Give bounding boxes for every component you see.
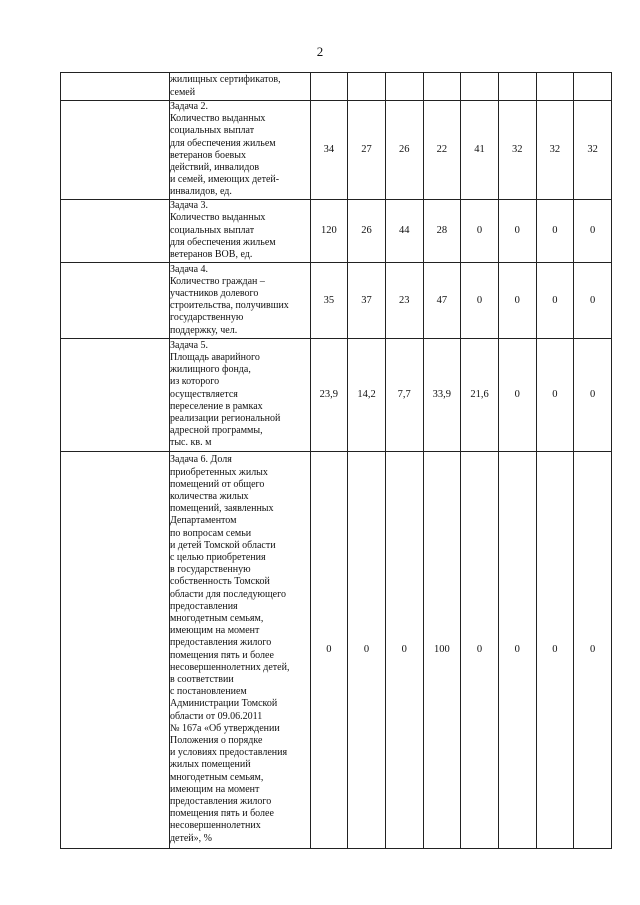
value-cell: 14,2: [348, 338, 386, 451]
description-line: и детей Томской области: [169, 539, 276, 551]
empty-cell: [61, 262, 170, 338]
value-cell: 23: [385, 262, 423, 338]
description-line: помещения пять и более: [169, 808, 274, 820]
indicators-table: [60, 72, 612, 849]
task-description: [169, 199, 310, 262]
description-line: семей: [169, 86, 196, 98]
value-cell: 21,6: [461, 338, 499, 451]
value-cell: 26: [348, 199, 386, 262]
description-line: несовершеннолетних детей,: [169, 661, 290, 673]
value-cell: 0: [498, 338, 536, 451]
empty-cell: [61, 73, 170, 101]
value-cell: 0: [574, 338, 612, 451]
description-line: инвалидов, ед.: [169, 186, 232, 198]
description-line: осуществляется: [169, 388, 238, 400]
description-line: предоставления жилого: [169, 796, 272, 808]
description-line: Задача 6. Доля: [169, 454, 232, 466]
value-cell: 0: [536, 199, 574, 262]
description-line: предоставления: [169, 600, 238, 612]
value-cell: 22: [423, 101, 461, 200]
value-cell: 0: [536, 451, 574, 848]
value-cell: [310, 73, 348, 101]
description-line: социальных выплат: [169, 224, 255, 236]
value-cell: [385, 73, 423, 101]
value-cell: 0: [461, 199, 499, 262]
task-description: [169, 101, 310, 200]
value-cell: 0: [461, 451, 499, 848]
description-line: переселение в рамках: [169, 400, 263, 412]
value-cell: 0: [574, 262, 612, 338]
page-number: 2: [316, 44, 324, 59]
task-description: [169, 73, 310, 101]
value-cell: 0: [461, 262, 499, 338]
table-row: [61, 451, 612, 848]
description-line: имеющим на момент: [169, 783, 260, 795]
description-line: тыс. кв. м: [169, 437, 212, 449]
description-line: Площадь аварийного: [169, 351, 260, 363]
table-row: [61, 338, 612, 451]
description-line: в соответствии: [169, 674, 234, 686]
description-line: в государственную: [169, 564, 251, 576]
value-cell: 120: [310, 199, 348, 262]
value-cell: 0: [574, 451, 612, 848]
description-line: несовершеннолетних: [169, 820, 261, 832]
description-line: количества жилых: [169, 490, 249, 502]
description-line: и условиях предоставления: [169, 747, 288, 759]
value-cell: 47: [423, 262, 461, 338]
description-line: Количество выданных: [169, 113, 266, 125]
description-line: строительства, получивших: [169, 300, 289, 312]
description-line: многодетным семьям,: [169, 771, 264, 783]
description-line: многодетным семьям,: [169, 613, 264, 625]
table-row: [61, 199, 612, 262]
description-line: из которого: [169, 376, 220, 388]
description-line: действий, инвалидов: [169, 162, 260, 174]
description-line: ветеранов ВОВ, ед.: [169, 248, 253, 260]
description-line: жилищного фонда,: [169, 364, 251, 376]
value-cell: 0: [310, 451, 348, 848]
description-line: поддержку, чел.: [169, 324, 238, 336]
value-cell: 28: [423, 199, 461, 262]
task-description: [169, 338, 310, 451]
value-cell: [536, 73, 574, 101]
description-line: жилых помещений: [169, 759, 251, 771]
empty-cell: [61, 199, 170, 262]
description-line: реализации региональной: [169, 412, 281, 424]
value-cell: 0: [536, 262, 574, 338]
task-description: [169, 451, 310, 848]
description-line: Задача 5.: [169, 339, 209, 351]
value-cell: 23,9: [310, 338, 348, 451]
description-line: помещений от общего: [169, 478, 265, 490]
value-cell: 27: [348, 101, 386, 200]
value-cell: [461, 73, 499, 101]
value-cell: [348, 73, 386, 101]
description-line: социальных выплат: [169, 125, 255, 137]
description-line: для обеспечения жильем: [169, 236, 276, 248]
description-line: Задача 3.: [169, 200, 209, 212]
value-cell: 0: [498, 451, 536, 848]
description-line: № 167а «Об утверждении: [169, 722, 280, 734]
value-cell: 0: [498, 199, 536, 262]
value-cell: 0: [498, 262, 536, 338]
value-cell: 32: [574, 101, 612, 200]
description-line: приобретенных жилых: [169, 466, 268, 478]
description-line: и семей, имеющих детей-: [169, 174, 280, 186]
description-line: собственность Томской: [169, 576, 270, 588]
value-cell: 37: [348, 262, 386, 338]
value-cell: 32: [536, 101, 574, 200]
description-line: Положения о порядке: [169, 735, 263, 747]
description-line: адресной программы,: [169, 425, 263, 437]
description-line: области от 09.06.2011: [169, 710, 263, 722]
table-row: [61, 73, 612, 101]
value-cell: 7,7: [385, 338, 423, 451]
value-cell: [574, 73, 612, 101]
description-line: жилищных сертификатов,: [169, 74, 281, 86]
value-cell: 26: [385, 101, 423, 200]
description-line: по вопросам семьи: [169, 527, 252, 539]
description-line: ветеранов боевых: [169, 149, 246, 161]
description-line: предоставления жилого: [169, 637, 272, 649]
description-line: детей», %: [169, 832, 212, 844]
description-line: области для последующего: [169, 588, 286, 600]
description-line: с постановлением: [169, 686, 247, 698]
task-description: [169, 262, 310, 338]
value-cell: 44: [385, 199, 423, 262]
description-line: помещений, заявленных: [169, 503, 274, 515]
value-cell: 100: [423, 451, 461, 848]
value-cell: 35: [310, 262, 348, 338]
description-line: Задача 2.: [169, 101, 209, 112]
description-line: для обеспечения жильем: [169, 137, 276, 149]
value-cell: 0: [536, 338, 574, 451]
description-line: Количество выданных: [169, 212, 266, 224]
value-cell: 32: [498, 101, 536, 200]
empty-cell: [61, 338, 170, 451]
value-cell: 0: [574, 199, 612, 262]
value-cell: 0: [385, 451, 423, 848]
description-line: имеющим на момент: [169, 625, 260, 637]
table-row: [61, 101, 612, 200]
description-line: государственную: [169, 312, 244, 324]
description-line: Администрации Томской: [169, 698, 278, 710]
empty-cell: [61, 451, 170, 848]
table-row: [61, 262, 612, 338]
value-cell: 41: [461, 101, 499, 200]
value-cell: 0: [348, 451, 386, 848]
description-line: Задача 4.: [169, 263, 209, 275]
value-cell: [423, 73, 461, 101]
description-line: Департаментом: [169, 515, 237, 527]
description-line: участников долевого: [169, 287, 259, 299]
value-cell: 34: [310, 101, 348, 200]
empty-cell: [61, 101, 170, 200]
description-line: с целью приобретения: [169, 552, 266, 563]
value-cell: 33,9: [423, 338, 461, 451]
value-cell: [498, 73, 536, 101]
description-line: Количество граждан –: [169, 275, 265, 287]
description-line: помещения пять и более: [169, 649, 274, 661]
